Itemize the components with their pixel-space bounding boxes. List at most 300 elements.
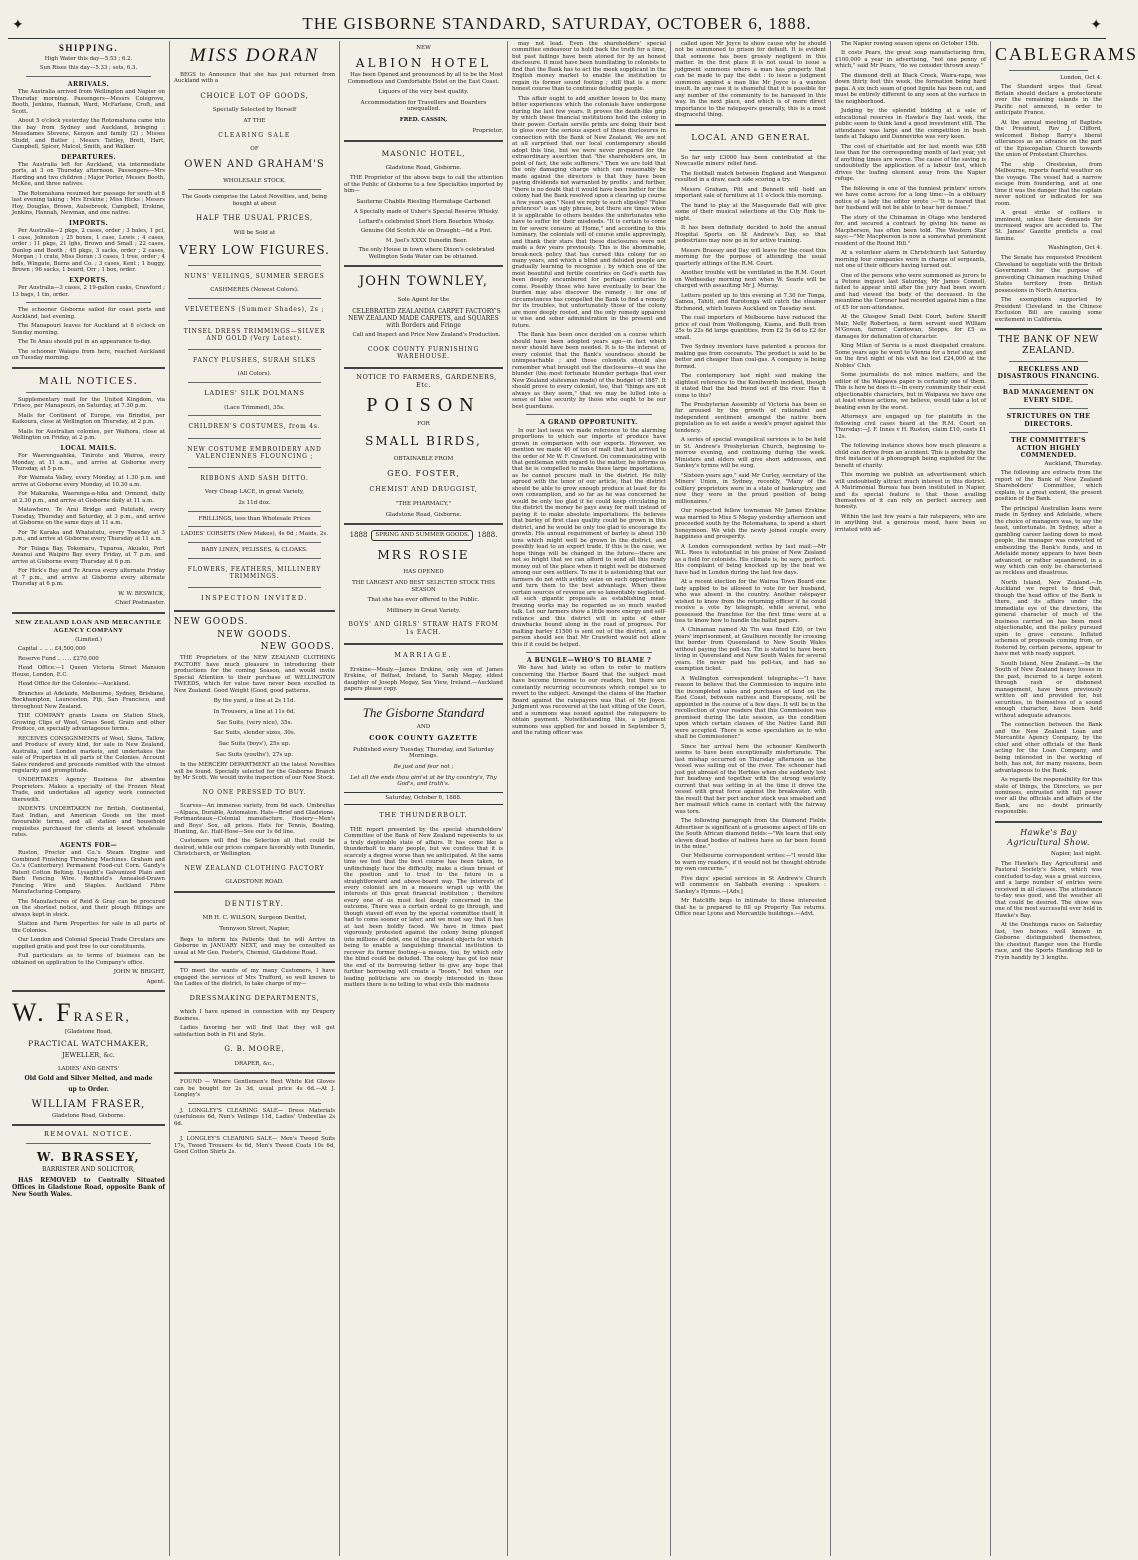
separator [1009,408,1088,409]
spring-summer: SPRING AND SUMMER GOODS. [371,530,473,541]
frillings: FRILLINGS, less than Wholesale Prices [198,515,311,522]
grand-heading: A GRAND OPPORTUNITY. [540,419,638,427]
mail-text: For Waerengaahika, Tiniroto and Wairoa, every Monday, at 11 a.m., and arrive at Gisborne every Thursday, at 5 p.m. [12,453,165,472]
column-3 [340,41,508,1556]
masonic-heading: MASONIC HOTEL, [381,148,466,158]
mercery-text: In the MERCERY DEPARTMENT all the latest Novelties will be found. Specially selected for the Gisborne Branch by Mr Scott. We would invite inspection of our New Stock. [174,762,335,782]
inspection: INSPECTION INVITED. [201,594,308,603]
dentistry-heading: DENTISTRY. [224,899,285,908]
signature-role: Agent. [146,978,165,985]
no-one-pressed: NO ONE PRESSED TO BUY. [202,788,307,796]
marriage-text: Erskine—Mealy.—James Erskine, only son of James Erskine, of Belfast, Ireland, to Sarah Megay, eldest daughter of Joseph Megay, Sea View, Ireland.—Auckland papers please copy. [344,666,503,693]
separator [188,320,321,321]
year-left: 1888 [349,531,368,540]
nuns-veilings: NUNS' VEILINGS, SUMMER SERGES [184,272,325,280]
townley-heading: JOHN TOWNLEY, [359,274,488,290]
wholesale-line: WHOLESALE STOCK. [223,178,286,185]
local-item: Another trouble will be ventilated in the R.M. Court on Wednesday morning next when W. Searle will be charged with assaulting Mr J. Murray. [675,270,826,290]
separator [188,438,321,439]
signature-role: Chief Postmaster. [115,600,165,607]
columns [8,41,1138,1556]
cook-gazette: COOK COUNTY GAZETTE [369,733,478,742]
scarves-text: Scarves—An immense variety, from 6d each. Umbrellas—Alpaca, Durable, Automaton. Hats—Brief and Gladstone. Portmanteaux—Colonial manufacture. Hosiery—Men's and Boys' Sox, all prices. Hats for Tennis, Boating, Hunting, &c. Half-Hose—See our 1s 6d line. [174,803,335,835]
separator [344,698,503,700]
wines: Sauterne Chablis Riesling Hermitage Carbonet [356,198,491,205]
bank-subhead: STRICTURES ON THE DIRECTORS. [1006,413,1091,428]
moore-role: DRAPER, &c., [234,1060,275,1067]
new-goods-1: NEW GOODS. [174,616,249,627]
local-item: So far only £3000 has been contributed at the Newcastle miners' relief fund. [675,155,826,168]
local-item: Our respected fellow townsman Mr James Erskine was married to Miss S Megay yesterday afternoon and proceeded south by the Rotomahana, to spend a short honeymoon. We wish the newly joined couple every happiness and prosperity. [675,508,826,541]
signature: W. W. BESWICK, [118,590,165,597]
mail-text: Matawhero, Te Arai Bridge and Patutahi, every Tuesday, Thursday and Saturday, at 3 p.m., and arrive at Gisborne on the same days at 11 a.m. [12,507,165,527]
nzlm-text: The Manufactures of Reid & Gray can be procured on the shortest notice, and their plough fittings are always kept in stock. [12,898,165,918]
editorial-text: may not lead. Even the shareholders' special committee endeavour to hold back the truth for a time, but past failings have been atoned for by an honest disclosure. It must have been humiliating to colonists to find that the Bank has to act the meek supplicant in the English money market to enable the institution to regain its former sound footing ; still that is a more honest course than to continue deluding people. [512,41,666,93]
nzlm-text: Our London and Colonial Special Trade Circulars are supplied gratis and post free to our constituents. [12,937,165,950]
imports-heading: IMPORTS. [68,219,109,227]
masthead-title: THE GISBORNE STANDARD, SATURDAY, OCTOBER 6, 1888. [302,14,812,33]
local-item: Five days' special services in St Andrew's Church will commence on Sabbath evening : speakers : Sankey's Hymns.—[Adv.] [675,875,826,895]
departures-text: The Australia left for Auckland, via intermediate ports, at 3 on Thursday afternoon. Passengers—Mrs Harding and two children ; Major Porter, Messrs Booth, McKee, and three natives. [12,162,165,188]
separator [526,414,652,415]
price-line: Sac Suits, (very nice), 35s. [216,719,293,726]
separator [1009,70,1088,71]
rosie-text: THE LARGEST AND BEST SELECTED STOCK THIS SEASON [352,580,495,593]
selected-line: Specially Selected by Herself [212,107,297,114]
has-opened: HAS OPENED [403,569,444,576]
separator [689,150,812,151]
local-item: Mr Ratcliffe begs to intimate to those interested that he is prepared to fill up Property Tax returns. Office near Lyons and Mercantile buildings.—Advt. [675,898,826,918]
bank-item: The following are extracts from the report of the Bank of New Zealand Shareholders' Committee, which explain, to a great extent, the present position of the Bank. [995,470,1102,503]
mail-text: Mails for Australian colonies, per Waihora, close at Wellington on Friday, at 2 p.m. [12,428,165,442]
of-line: OF [250,145,259,152]
local-item: Two Sydney inventors have patented a process for making gas from cocoanuts. The product is said to be better and cheaper than coal-gas. A company is being formed. [675,344,826,370]
separator [12,612,165,614]
price-line: Sac Suits (boys'), 25s up. [218,741,291,747]
editorial-text: This affair ought to add another lesson to the many bitter experiences which the colonials have undergone during the last few years. It proves the death-like grip by which these financial institutions hold the colony in their power. Certain servile prints are doing their best to gloss over the serious aspect of these disclosures in connection with the Bank of New Zealand. We are not at all surprised that our local contemporary should adopt this line, but we were never prepared for the extraordinary assertion that "the shareholders are, in point of fact, the sole sufferers." Then we are told that the only damaging charge which can reasonably be made against the directors is that they have been paying dividends not warranted by profits ; and further, "there is no doubt that it would have been better for the colony had the Bank resolved upon a clearing up course a few years ago." Need we reply to such slipslop? "False pretences" is an ugly phrase, but there are times when it is applicable to others besides the unfortunates who have to suffer for their misdeeds. "It is certain to come in for severe censure at Home," and according to this luminary, the colonials will of course smile approvingly, and thank their stars that these disclosures were not made a few years previously. This is the abominable, break-neck policy that has cursed this colony for so many years, and which a blind and deluded people are gradually learning to recognise ; by which one of the most beautiful and fertile countries on God's earth has been deeply encumbered for perhaps centuries to come. Possibly those who have eventually to bear the burden may also discover the remedy : for one of circumstances has compelled the Bank to find a remedy for its troubles, but unfortunately those of the colony are more deeply rooted, and the only remedy apparent is wise and sober administration in the present and future. [512,95,666,329]
local-item: Letters posted up to this evening at 7.30 for Tonga, Samoa, Tahiti, and Rarotonga will catch the steamer Richmond, which leaves Auckland on Tuesday next. [675,292,826,312]
separator [344,140,503,142]
cable-item: A great strike of colliers is imminent, unless their demands for increased wages are acceded to. The St. James' Gazette predicts a coal famine. [995,210,1102,242]
separator [1009,384,1088,385]
clearing-line: CLEARING SALE [218,131,291,139]
at-the: AT THE [243,117,266,124]
fraser-order: up to Order. [68,1085,109,1093]
mail-text: Mails for Continent of Europe, via Brindisi, per Kaikoura, close at Wellington on Thursday, at 2 p.m. [12,412,165,426]
shipping-note: The Manapouri leaves for Auckland at 8 o'clock on Sunday morning. [12,323,165,336]
thunderbolt-text: THE report presented by the special shareholders' Committee of the Bank of New Zealand represents to us a truly deplorable state of affairs. It has come like a thunderbolt to many people, but we confess that it is scarcely a degree worse than we anticipated. At the same time we feel that the best course has been taken, to unflinchingly face the difficulty, make a clean breast of the position and to trust to the future in a straightforward and above-board way. The interests of every colonist are in a measure wrapt up with the interests of this great financial institution ; therefore every one of us must feel deeply concerned in the outcome. There was a certain ordeal to go through, and though staved off even by the special committee itself, it had to come sooner or later, and we must say that it has at last been boldly faced. We have in times past vigorously protested against the colony being plunged into millions of debt, one of the greatest objects for which being to enable a languishing financial institution to recover its former footing—a means, too, by which only the blind could be deluded. The colony has got too near the end of its borrowing tether to give any hope that further borrowing will create a "boom," but when our leading politicians are so deeply interested in these matters there is no telling to what evils this madness [344,826,503,989]
bank-item: The principal Australian loans were made in Sydney and Adelaide, where the choice of managers was, to say the least, unfortunate. In Sydney, after a gambling career lasting down to most people, the manager was convicted of embezzling the Bank's funds, and in Adelaide money appears to have been advanced, or rather squandered, in a way which can only be characterised as reckless and disastrous. [995,505,1102,577]
local-item: Attorneys are engaged up for plaintiffs in the following civil cases heard at the R.M. Court on Thursday:—J. F. Innes v H. Ruston, claim £10, costs £1 12s. [835,414,986,440]
masthead-ornament-left: ✦ [12,17,24,33]
townley-role: Sole Agent for the [397,296,450,303]
fraser-trade: PRACTICAL WATCHMAKER, [28,1039,149,1049]
departures-text: The Rotomahana resumed her passage for south at 8 last evening taking : Mrs Erskine ; Miss Hicks ; Messrs Hoy, Douglas, Brown, Aulsebrook, Campbell, Erskine, Jenkins, Hannah, Newman, and one native. [12,190,165,217]
local-item: The following is one of the funniest printers' errors we have come across for a long time:—In a obituary notice of a lady the editor wrote :—"It is feared that her husband will not be able to bear her demise." [835,185,986,212]
local-item: At a recent election for the Wairoa Town Board one lady applied to be allowed to vote for her husband, who was absent in the country. Another ratepayer wished to know from the returning officer if he could receive a vote by telegraph, while several, who possessed the franchise for the first time were at a loss to know how to handle the ballot papers. [675,579,826,624]
mail-text: For Te Karaka and Whatatutu, every Tuesday at 3 p.m., and arrive at Gisborne every Thursday at 11 a.m. [12,529,165,543]
cable-item: The Senate has requested President Cleveland to negotiate with the British Government for the purpose of preventing Chinamen reaching United States territory from British possessions in North America. [995,255,1102,294]
cook-county: COOK COUNTY FURNISHING WAREHOUSE. [367,345,480,360]
separator [344,265,503,267]
price-line: Sac Suits, slender sizes, 30s. [213,730,296,737]
nzlm-heading: NEW ZEALAND LOAN AND MERCANTILE AGENCY COMPANY [15,619,162,634]
goods-comprise: The Goods comprise the Latest Novelties, and, being bought at about [182,194,327,207]
branches: Branches at Adelaide, Melbourne, Sydney, Brisbane, Rockhampton, Launceston, Fiji, San Francisco, and throughout New Zealand. [12,690,165,710]
price-line: In Trousers, a line at 11s 6d. [213,708,296,715]
bank-item: North Island, New Zealand.—In Auckland we regret to find that, though the head office of the Bank is there, and its affairs under the immediate eye of the directors, the general character of much of the business carried on has been most objectionable, and the policy pursued open to grave censure. Inflated schemes of proposals coming from, or fostered by, certain persons, appear to have met with ready support. [995,579,1102,658]
separator [1009,361,1088,362]
ladies-silk: LADIES' SILK DOLMANS [204,388,305,397]
local-item: "Sixteen years ago," said Mr Curley, secretary of the Miners' Union, in Sydney, recently, "Many of the colliery proprietors were in a state of bankruptcy, and now they were in the proud position of being millionaires." [675,472,826,505]
separator [188,265,321,266]
brassey-text: HAS REMOVED to Centrally Situated Offices in Gladstone Road, opposite Bank of New South Wales. [12,1176,165,1198]
column-5 [671,41,831,1556]
customers-text: Customers will find the Selection all that could be desired, while our prices compare favorably with Dunedin, Christchurch, or Wellington. [174,838,335,858]
flowers: FLOWERS, FEATHERS, MILLINERY TRIMMINGS. [187,565,322,580]
bungle-cont: called upon Mr Joyce to show cause why he should not be summoned to prison for default. It is evident that someone has been grossly negligent in this matter. In the first place it is not usual to issue a judgment summons where a man has property that can be made to pay the debt : to issue a judgment summons against a man like Mr Joyce is a wanton insult. In any case it is shameful that it is possible for any number of the community to be harassed in this way. In the next place, and which is of more direct importance to the ratepayers generally, this is a most disgraceful thing. [675,41,826,119]
local-item: Messrs Brassey and Day will leave for the coast this morning for the purpose of attending the usual quarterly sittings of the R.M. Court. [675,247,826,267]
very-cheap: Very Cheap LACE, in great Variety, [204,489,305,496]
exports-heading: EXPORTS. [69,276,108,284]
shipping-heading: SHIPPING. [58,43,119,53]
local-item: A London correspondent writes by last mail:—Mr W.L. Rees is substantial in his praise of New Zealand as a field for colonists. His climate is, he says, perfect. His complaint of being knocked up by the heat we have had in London during the last few days. [675,543,826,576]
fraser-sig: WILLIAM FRASER, [31,1098,146,1110]
separator [188,467,321,468]
inspect-text: Call and Inspect and Price New Zealand's Production. [352,332,501,339]
half-prices: HALF THE USUAL PRICES, [196,214,313,223]
moore-text: which I have opened in connection with my Drapery Business. [174,1009,335,1022]
separator [526,652,652,653]
separator [12,367,165,369]
local-item: The football match between England and Wanganui resulted in a draw, each side scoring a try. [675,170,826,184]
separator [344,523,503,525]
local-item: Since her arrival here the schooner Kenilworth seems to have been exceptionally misfortunate. The last mishap occurred on Thursday afternoon as the vessel was sailing out of the river. The schooner had just got abreast of the Herbies when she suddenly lost her headway and together with the strong westerly current that was setting in at the time it drove the vessel with great force against the breakwater, with the result that her port anchor stock was smashed and her mainsail which came in contact with the fairway was torn. [675,743,826,815]
local-item: The following paragraph from the Diamond Fields Advertiser is significant of a gruesome aspect of life on the South African diamond fields:—"We learn that only eleven dead bodies of natives have so far been found in the mine." [675,818,826,850]
local-item: The Presbyterian Assembly of Victoria has been so far aroused by the growth of rationalist and independent sentiment amongst the native born population as to set aside a week's prayer against this tendency. [675,401,826,434]
separator [675,124,826,126]
local-item: It costs Pears, the great soap manufacturing firm, £100,000 a year in advertising, "not one penny of which," said Mr Pears, "do we consider thrown away." [835,50,986,70]
separator [188,558,321,559]
separator [188,298,321,299]
at-price: 2s 11d doz. [238,499,271,506]
new-goods-3: NEW GOODS. [260,642,335,653]
owen-line: OWEN AND GRAHAM'S [184,159,325,171]
hb-heading: Hawke's Bay Agricultural Show. [1007,827,1090,847]
nz-factory: NEW ZEALAND CLOTHING FACTORY [184,864,325,872]
local-item: At the Glasgow Small Debt Court, before Sheriff Mair, Nelly Robertson, a farm servant sued William M'Gowan, farmer, Cardowan, Stepps, for £5 as damages for defamation of character. [835,314,986,340]
local-item: The contemporary last night said making the slightest reference to the Kenilworth incident, though it stated that the bad friend out of the river. Has it come to this? [675,373,826,399]
local-item: A Wellington correspondent telegraphs:—"I have reason to believe that the Commission to inquire into the incompleted sales and purchases of land on the East Coast, between natives and Europeans, will be appointed in the course of a few days. It will be in the recollection of your readers that this Commission was promised during the late session, as the condition upon which certain clauses of the Native Land Bill were accepted. There is some speculation as to who shall be Commissioner." [675,675,826,741]
column-7 [991,41,1138,1556]
separator [188,1103,321,1104]
local-item: The coal importers of Melbourne have reduced the price of coal from Wollongong, Kiama, and Bulli from 25s to 22s 6d large quantities, from £2 5s 6d to £2 for small. [675,315,826,341]
shipping-note: The Te Anau should put in an appearance to-day. [18,339,152,346]
local-item: A Chinaman named Ah Tin was fined £30, or two years' imprisonment, at Goulburn recently for crossing the border from Queensland to New South Wales without paying the poll-tax. Tin is stated to have been living in Queensland and New South Wales for several years. He never paid his poll-tax, and had no exemption ticket. [675,627,826,673]
foster-addr: Gladstone Road, Gisborne. [385,511,462,518]
masonic-item: A Specialty made of Usher's Special Reserve Whisky. [354,209,499,216]
local-item: At a volunteer alarm in Christchurch last Saturday morning four companies were in charge of sergeants, not one of their officers having turned out. [835,250,986,270]
cassin-role: Proprietor. [472,127,503,134]
nzlm-text: INDENTS UNDERTAKEN for British, Continental, East Indian, and American Goods on the most favourable terms, and all station and household requisites purchased for clients at lowest wholesale rates. [12,806,165,839]
separator [188,542,321,543]
local-heading: LOCAL AND GENERAL [691,132,810,143]
price-line: By the yard, a line at 2s 11d. [213,698,296,705]
removal-heading: REMOVAL NOTICE. [43,1130,134,1139]
fraser-gold: Old Gold and Silver Melted, and made [24,1075,153,1083]
farmers-notice: NOTICE TO FARMERS, GARDENERS, Etc. [356,373,497,389]
liquors: Liquors of the very best quality. [378,89,469,96]
cashmeres: CASHMERES (Newest Colors). [210,286,299,293]
fraser-addr: [Gladstone Road, [64,1028,113,1035]
motto: Be just and fear not ; [393,764,454,771]
agents-heading: AGENTS FOR— [59,841,118,849]
thunderbolt-heading: THE THUNDERBOLT. [379,810,468,819]
exports-text: Per Australia—3 cases, 2 19-gallon casks, Crawford ; 13 bags, 1 tin, order. [12,285,165,298]
corsets: LADIES' CORSETS (New Makes), 4s 6d ; Maids, 2s. [180,531,329,538]
boys-hats: BOYS' AND GIRLS' STRAW HATS FROM 1s EACH. [348,621,499,636]
nzlm-text: Station and Farm Properties for sale in all parts of the Colonies. [12,921,165,934]
agents-text: Ruston, Proctor and Co.'s Steam Engine and Combined Finishing Threshing Machines. Graham and Co.'s (Canterbury) Permanent Food-cut Corn. Gandy's Patent Cotton Belting. Lysaght's Galvanized Plain and Barb Fencing Wire. Rentheld's Annealed-Drawn Fencing Wire and Staples. Auckland Fibre Manufacturing Company. [12,850,165,896]
separator [12,990,165,992]
bank-heading: THE BANK OF NEW ZEALAND. [998,334,1099,356]
tennyson: Tennyson Street, Napier, [219,925,290,932]
dateline: Washington, Oct 4. [1048,245,1102,252]
nzlm-text: THE COMPANY grants Loans on Station Stock, Growing Clips of Wool, Grass Seed, Grain and other Produce, on specially advantageous terms. [12,713,165,733]
separator [188,587,321,588]
column-1 [8,41,170,1556]
separator [26,1143,151,1144]
local-item: It has been definitely decided to hold the annual Hospital Sports on St Andrew's Day, so that pedestrians may now go in for active training. [675,225,826,245]
separator [995,328,1102,330]
mail-text: For Makaraka, Waerenga-a-hika and Ormond, daily at 2.30 p.m., and arrive at Gisborne daily at 11 a.m. [12,491,165,504]
new-costume: NEW COSTUME EMBROIDERY AND VALENCIENNES FLOUNCING ; [187,445,322,460]
masonic-text: THE Proprietor of the above begs to call the attention of the Public of Gisborne to a few Specialties imported by him— [344,175,503,195]
millinery: Millinery in Great Variety. [386,607,461,614]
motto: Let all the ends thou aim'st at be thy country's, Thy God's, and truth's. [350,774,497,788]
bungle-heading: A BUNGLE—WHO'S TO BLAME ? [526,657,652,665]
cable-item: The Standard urges that Great Britain should declare a protectorate over the remaining islands in the Pacific not annexed, in order to anticipate France. [995,84,1102,117]
childrens-costumes: CHILDREN'S COSTUMES, from 4s. [188,423,321,431]
local-item: The story of the Chinaman in Otago who tendered for, and secured a contract by giving his name as Macpherson, has often been told. The Western Star says:—"Mr Macpherson is now a somewhat prominent resident of the Round Hill." [835,214,986,247]
separator [188,511,321,512]
very-low: VERY LOW FIGURES. [179,243,330,258]
year-right: 1888. [477,531,498,540]
brassey-role: BARRISTER AND SOLICITOR, [41,1166,136,1174]
colony-head: Head Office for the Colonies:—Auckland. [18,681,131,688]
mail-text: For Tolaga Bay, Tokomaru, Tuparoa, Akuaku, Port Awanui and Waipiro Bay every Friday, at 7 p.m. and arrive at Gisborne every Thursday at 6 p.m. [12,545,165,565]
accommodation: Accommodation for Travellers and Boarders unequalled. [360,99,487,113]
issue-date: Saturday, October 6, 1888. [344,792,503,805]
fraser-heading [12,997,165,1028]
mail-text: For Waimata Valley, every Monday, at 1.30 p.m. and arrive at Gisborne every Monday, at 10.30 a.m. [12,475,165,488]
dateline: Napier, last night. [1050,851,1102,858]
masonic-addr: Gladstone Road, Gisborne. [385,164,462,171]
will-be-sold: Will be Sold at [233,229,276,236]
shipping-note: The schooner Gisborne sailed for coast ports and Auckland, last evening. [12,307,165,320]
for-line: FOR [417,420,430,427]
local-item: Our Melbourne correspondent writes:—"I would like to warn my readers, if it would not be thought obtrude my own concerns." [675,853,826,873]
all-colors: (All Colors). [237,371,272,378]
separator [1009,432,1088,433]
nzlm-text: RECEIVES CONSIGNMENTS of Wool, Skins, Tallow, and Produce of every kind, for sale in New Zealand, Australia, and London markets, and undertakes the sale of Properties in all parts of the Colonies. Account Sales rendered and proceeds remitted with the utmost regularity and promptitude. [12,735,165,774]
separator [174,891,335,893]
separator [188,349,321,350]
separator [174,610,335,612]
rosie-heading: MRS ROSIE [377,547,470,562]
bank-item: As regards the responsibility for this state of things, the Directors, as per nominees, entrusted with full power over all the officials and affairs of the Bank, are no doubt primarily responsible. [995,777,1102,816]
masthead [8,4,1106,38]
local-item: This morning we publish an advertisement which will undoubtedly attract much interest in this district. A Matrimonial Bureau has been instituted in Napier, and its special feature is that those availing themselves of it can rely on perfect secrecy and honesty. [835,472,986,511]
masthead-ornament-right: ✦ [1090,17,1102,33]
local-item: Within the last few years a fair ratepayers, who are in anything but a generous mood, have been so irritated with ad- [835,513,986,533]
local-item: Judging by the splendid bidding at a sale of educational reserves in Hawke's Bay last week, the public seem to think land a good investment still. The attendance was large and the competition in bush lands at Takapu and Dannevirke was very keen. [835,108,986,141]
separator [344,643,503,645]
high-water: High Water this day—5.53 ; 6.2. [44,55,133,62]
separator [26,76,151,77]
local-item: A series of special evangelical services is to be held in St. Andrew's Presbyterian Church, beginning to-morrow evening, and continuing during the week. Ministers and elders will give short addresses, and Sankey's hymns will be sung. [675,437,826,470]
and-line: AND [416,724,431,731]
gladstone-rd: GLADSTONE ROAD. [225,879,284,886]
albion-heading: ALBION HOTEL [355,55,492,70]
tinsel: TINSEL DRESS TRIMMINGS—SILVER AND GOLD (Very Latest). [183,327,326,342]
hb-item: The Hawke's Bay Agricultural and Pastoral Society's Show, which was concluded to-day, was a great success, and a large number of entries were received in all classes. The attendance to-day was good, and the weather all that could be desired. The show was one of the most successful ever held in Hawke's Bay. [995,860,1102,919]
mail-text: Supplementary mail for the United Kingdom, via 'Frisco, per Manapouri, on Saturday, at 7.30 p.m. [12,396,165,410]
mail-text: For Hick's Bay and Te Araroa every alternate Friday at 7 p.m., and arrive at Gisborne every alternate Thursday at 6 p.m. [12,568,165,588]
local-item: The following instance shows how much pleasure a child can derive from an accident. This is probably the first instance of a phonograph being exploited for the benefit of charity. [835,443,986,469]
separator [26,392,151,393]
paper-masthead: The Gisborne Standard [362,704,485,720]
clothing-text: THE Proprietors of the NEW ZEALAND CLOTHING FACTORY have much pleasure in introducing their productions for the coming Season, and would invite Special Attention to their purchase of WELLINGTON TWEEDS, which for value have never been excelled in New Zealand. Good Weight (Good, good patterns. [174,655,335,694]
chemist: CHEMIST AND DRUGGIST, [369,485,478,494]
small-birds: SMALL BIRDS, [365,434,482,449]
dressmaking: DRESSMAKING DEPARTMENTS, [189,993,320,1002]
local-item: The Napier rowing season opens on October 15th. [841,41,979,47]
albion-text: Has been Opened and pronounced by all to be the Most Commodious and Comfortable Hotel on the East Coast. [347,72,503,85]
pharmacy: "THE PHARMACY," [395,500,452,507]
local-mails-heading: LOCAL MAILS. [60,444,117,452]
cassin: FRED. CASSIN, [399,117,448,124]
signature: JOHN W. BRIGHT, [113,969,165,976]
bungle-text: We have had lately so often to refer to matters concerning the Harbor Board that the subject must have become tiresome to our readers, but there are constantly recurring occurrences which compel us to revert to the subject. Amongst the claims of the Harbor Board against the ratepayers was that of Mr Joyce. Judgment was recovered at the last sitting of the Court, and a summons was issued against the ratepayers to obtain payment. Notwithstanding this, a judgment summons was applied for and issued in September 5, and the rating officer was [512,665,666,737]
departures-heading: DEPARTURES. [61,153,116,161]
head-office: Head Office:—1 Queen Victoria Street Mansion House, London, E.C. [12,665,165,678]
fraser-initial: W. F [12,998,74,1028]
carpets-text: CELEBRATED ZEALANDIA CARPET FACTORY'S NEW ZEALAND MADE CARPETS, and SQUARES with Borders and Fringe [348,307,501,330]
cablegrams-heading: CABLEGRAMS [995,44,1138,64]
grand-text: In our last issue we made reference to the alarming proportions to which our imports of produce have grown in comparison with our exports. However, we mention we made 40 of ton of malt that had arrived to the order of Mr W. F. Crawford. On communicating with that gentleman with regard to the matter, he informs us that he is compelled to make these large importations, as he cannot procure malt in the district. He fully agreed with the tenor of our article, that the district should be able to grow enough produce at least for its own consumption, and so far as he was concerned he would be only too glad if he could keep circulating in the district the money he pays away for malt instead of paying it to make absolute importations. He believes that barley of first class quality could be grown in this district, and he would be only too glad to encourage its growth. His annual requirement of barley is about 150 tons which might well be grown in the district, and possibly lead to an export trade. If this is the case, we hope things will be changed in the future—there are not so bright that we can afford to send all this ready money out of the place when it might well be disbursed among our own settlers. To me it is astonishing that our farmers do not with avidity seize on such opportunities and turn them to the best advantage. When these certain sources of revenue are so lamentably neglected, all such gigantic proposals as establishing meat-freezing works may be regarded as so much wasted talk. Let our farmers show a little more energy and self-reliance and this district will in spite of other drawbacks bound along in the road of progress. For malting barley £1500 is sent out of the district, and a person should see that Mr Crawford would not allow this if it could be helped. [512,427,666,648]
masonic-item: The only House in town where Dixon's celebrated Wellington Soda Water can be obtained. [358,247,495,260]
masthead-rule [8,38,1106,39]
mail-notices-heading: MAIL NOTICES. [38,374,139,387]
bank-subhead: BAD MANAGEMENT ON EVERY SIDE. [1002,389,1095,404]
new-goods-2: NEW GOODS. [217,629,292,640]
masonic-item: Loftard's celebrated Short Horn Bourbon Whisky. [358,218,495,225]
column-6 [831,41,991,1556]
bank-item: South Island, New Zealand.—In the South of New Zealand heavy losses in the past, incurred to a large extent through rash or dishonest management, have been previously written off and provided for, but securities, in themselves of a sound enough character, have been held without adequate advances. [995,660,1102,719]
shipping-note: The schooner Waiapu from here, reached Auckland on Tuesday morning. [12,348,165,362]
column-2 [170,41,340,1556]
nzlm-limited: (Limited.) [75,636,102,643]
local-item: The diamond drill at Black Creek, Waira-rapa, was down thirty feet this week, the formation being hard papa. A six inch seam of good lignite has been cut, and must be entirely different to any seen at the surface in the neighborhood. [835,72,986,105]
moore-text: TO meet the wants of my many Customers, I have engaged the services of Mrs Trafford, so well known to the Ladies of the district, to take charge of my— [174,968,335,988]
found-notice: FOUND — Where Gentlemen's Best White Kid Gloves can be bought for 2s 3d, usual price 4s 6d.—At J. Longley's [174,1079,335,1099]
local-item: King Milan of Servia is a most dissipated creature. Some years ago he went to Vienna for a brief stay, and on the first night of his visit he lost £24,000 at the Nobles' Club. [835,343,986,369]
arrivals-text: About 5 o'clock yesterday the Rotomahana came into the bay from Sydney and Auckland, bringing : Messdames Stevens, Kenyon and family (2) ; Misses Studd, and Butler ; Messrs Tattley, Brett, Hart, Campbell, Spicer, Malcol, Smith, and Walker. [12,118,165,151]
moore-sig: G. B. MOORE, [224,1045,285,1054]
bank-subhead: RECKLESS AND DISASTROUS FINANCING. [997,365,1100,381]
arrivals-text: The Australia arrived from Wellington and Napier on Thursday morning. Passengers—Messrs Colegrove, Booth, Jenkins, Hannah, Ward, McFarlane, Croft, and Scott. [12,89,165,115]
longley-notice: J. LONGLEY'S CLEARING SALE— Dress Materials (usefulness 6d, Nun's Veilings 11d, Ladies' Umbrellas 2s 6d. [174,1107,335,1127]
reserve: Reserve Fund .. .. .. £270,000 [18,655,99,662]
albion-new: NEW [416,45,431,51]
imports-text: Per Australia—2 pkgs, 2 cases, order ; 3 bales, 1 pcl, 1 case, Johnston ; 25 boxes, 1 case, Lewis ; 4 cases, order ; 11 pkgs, 21 lghs, Brown and Small ; 22 cases, Dunlop and Booth ; 45 pkgs, 3 sacks, order ; 2 cases, Morgan ; 1 crate, Miss Doran ; 3 cases, 1 tree, order ; 4 bdls, Wingate, Burns and Co. ; 3 cases, Kent ; 1 buggy, Brown ; 96 sacks, 1 board, Orr ; 1 box, order. [12,228,165,274]
doran-heading: MISS DORAN [189,45,320,66]
local-item: The band to play at the Masquerade Ball will give some of their musical selections at the City Rink to-night. [675,202,826,222]
local-item: Messrs Graham, Pitt and Bennett will hold an important sale of furniture at 11 o'clock this morning. [675,186,826,200]
separator [174,1072,335,1074]
cable-item: At the annual meeting of Baptists the President, Rev J. Clifford, welcomed Bishop Barry's liberal utterances as an advance on the part of the Episcopalian Church towards the union of Protestant Churches. [995,119,1102,159]
lace-trimmed: (Lace Trimmed), 35s. [224,404,285,411]
separator [26,302,151,303]
fraser-addr2: Gladstone Road, Gisborne. [51,1112,126,1119]
velveteens: VELVETEENS (Summer Shades), 2s ; [184,305,325,313]
separator [188,415,321,416]
choice-line: CHOICE LOT OF GOODS, [200,91,309,100]
separator [188,1131,321,1132]
doran-intro: BEGS to Announce that she has just returned from Auckland with a [174,71,335,85]
separator [188,189,321,190]
separator [995,821,1102,823]
nzlm-text: UNDERTAKES Agency Business for absentee Proprietors. Makes a specialty of the Frozen Meat Trade, and undertakes all agency work connected therewith. [12,777,165,803]
cable-item: The ship Orestesian, from Melbourne, reports fearful weather on the voyage. The vessel had a narrow escape from foundering, and at one time it was the danger that the captain never noticed or indicated for sea room. [995,161,1102,207]
bank-item: The connection between the Bank and the New Zealand Loan and Mercantile Agency Company, by the chief and other officials of the Bank acting for the Loan Company, and being interested in the working of both, has not, for many reasons, been advantageous to the Bank. [995,722,1102,774]
bank-subhead: THE COMMITTEE'S ACTION HIGHLY COMMENDED. [1010,437,1086,460]
moore-text: Ladies favoring her will find that they will get satisfaction both in Fit and Style. [174,1025,335,1038]
separator [174,961,335,963]
hb-item: At the Onehunga races on Saturday last, two horses well known in Gisborne distinguished themselves, the chestnut Ranger won the Hurdle race, and the Sports Handicap fell to Fryin handily by 3 lengths. [995,922,1102,961]
separator [12,1124,165,1126]
masonic-item: Genuine Old Scotch Ale on Draught:—6d a Pint. [360,228,493,235]
capital: Capital .. .. .. £4,500,000 [18,646,86,653]
ribbons: RIBBONS AND SASH DITTO. [200,475,309,483]
masonic-item: M. Joel's XXXX Dunedin Beer. [385,237,468,244]
longley-notice: J. LONGLEY'S CLEARING SALE— Men's Tweed Suits 17s, Tweed Trousers 4s 6d, Men's Tweed Coats 10s 6d, Good Cotton Shirts 2s. [174,1136,335,1156]
local-item: Some journalists do not mince matters, and the editor of the Waipawa paper is certainly one of them. This is how he does it:—In every community their exist objectionable characters, but in Waipawa we have one at least whose actions, we believe, would take a lot of beating even by the worst. [835,372,986,411]
price-line: Sac Suits (youths'), 27s up. [215,751,294,758]
obtainable: OBTAINABLE FROM [393,455,454,462]
published: Published every Tuesday, Thursday, and Saturday Mornings. [353,746,494,760]
spring-goods [344,530,503,541]
editorial-text: The Bank has been once decided on a course which should have been adopted years ago—in fact which never should have been needed. It is to the interest of every colonist that the Bank's soundness should be unimpeachable ; and those colonists should also remember what brought out the disclosures—it was the blunder (the most fortunate blunder perhaps that ever New Zealand statesman made) of the budget of 1887. It should prove to every colonist, too, that "things are not always as they seem," that we may be lulled into a sense of false security by those who ought to be our best guardians. [512,332,666,410]
dateline: London, Oct 4. [1060,74,1102,81]
separator [188,382,321,383]
nzlm-text: Full particulars as to terms of business can be obtained on application to the Company's office. [12,953,165,966]
marriage-heading: MARRIAGE. [394,650,453,659]
local-item: One of the persons who were summoned as jurors to a Petone inquest last Saturday, Mr James Connell, failed to appear until after the jury had been sworn and had viewed the body of the deceased. In the meantime the Coroner had recorded against him a fine of £5 for non-attendance. [835,272,986,311]
fraser-rest: RASER, [73,1009,131,1025]
local-item: The cost of charitable aid for last month was £88 less than for the corresponding month of last year, yet if anything times are worse. The cause of the saving is undoubtedly the application of a labour test, which drives the loafing element away from the Napier refuge. [835,143,986,183]
arrivals-heading: ARRIVALS. [67,80,110,88]
brassey-name: W. BRASSEY, [36,1150,141,1165]
column-4 [508,41,671,1556]
sun-times: Sun Rises this day—5.33 ; sets, 6.3. [39,65,138,72]
fraser-trade2: JEWELLER, &c. [62,1051,115,1060]
rosie-text2: That she has ever offered to the Public. [367,597,480,604]
mr-wilson: MR H. C. WILSON, Surgeon Dentist, [202,915,307,922]
dentistry-text: Begs to inform his Patients that he will Arrive in Gisborne in JANUARY NEXT, and may be consulted as usual at Mr Geo. Foster's, Chemist, Gladstone Road. [174,936,335,956]
separator [188,526,321,527]
